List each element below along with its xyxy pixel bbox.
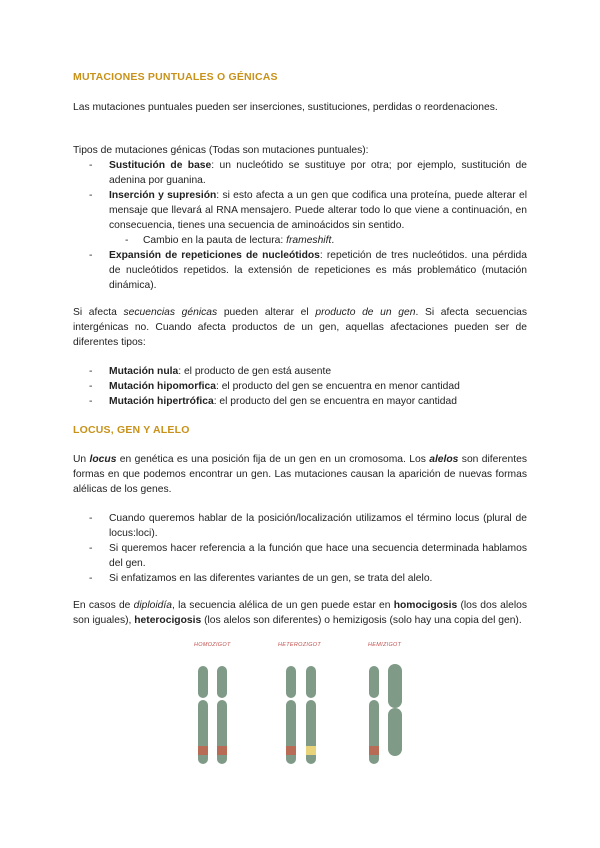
chromosome-arm <box>388 664 402 708</box>
list-item: - Inserción y supresión: si esto afecta a un gen que codifica una proteína, puede alterar el mensaje que llevará al RNA mensajero. Puede alterar todo lo que viene a continuación, en consecuencia, tienes una secuencia de aminoácidos sin sentido. <box>73 188 527 233</box>
allele-band <box>198 746 208 755</box>
paragraph-intro: Las mutaciones puntuales pueden ser inserciones, sustituciones, perdidas o reordenaciones. <box>73 102 498 113</box>
allele-band <box>306 746 316 755</box>
paragraph-locus: Un locus en genética es una posición fija de un gen en un cromosoma. Los alelos son diferentes formas en que podemos encontrar un gen. Las mutaciones causan la aparición de nuevas formas alélicas de los genes. <box>73 454 527 495</box>
mutation-effects-list <box>73 364 527 409</box>
chromosome-arm <box>306 666 316 698</box>
paragraph-types-intro: Tipos de mutaciones génicas (Todas son mutaciones puntuales): <box>73 145 369 156</box>
chromosome-arm <box>369 666 379 698</box>
section-title-locus: LOCUS, GEN Y ALELO <box>73 424 190 436</box>
paragraph-diploidia: En casos de diploidía, la secuencia alélica de un gen puede estar en homocigosis (los dos alelos son iguales), heterocigosis (los alelos son diferentes) o hemizigosis (solo hay una copia del gen). <box>73 600 528 626</box>
chromosome-figure <box>190 642 420 772</box>
homozigot-pair <box>198 666 227 764</box>
list-item: - Mutación hipomorfica: el producto del gen se encuentra en menor cantidad <box>73 379 527 394</box>
list-item: - Sustitución de base: un nucleótido se sustituye por otra; por ejemplo, sustitución de adenina por guanina. <box>73 158 527 188</box>
list-item: - Mutación hipertrófica: el producto del gen se encuentra en mayor cantidad <box>73 394 527 409</box>
chromosome-arm <box>286 666 296 698</box>
allele-band <box>217 746 227 755</box>
allele-band <box>286 746 296 755</box>
hemizigot-pair <box>369 664 402 764</box>
chromosome-arm <box>217 666 227 698</box>
list-subitem: - Cambio en la pauta de lectura: frameshift. <box>73 233 527 248</box>
locus-bullets-list <box>73 511 527 586</box>
list-item: - Expansión de repeticiones de nucleótidos: repetición de tres nucleótidos. una pérdida de nucleótidos repetidos. la extensión de repeticiones es más problemático (mutación dinámica). <box>73 248 527 293</box>
list-item: - Si enfatizamos en las diferentes variantes de un gen, se trata del alelo. <box>73 571 527 586</box>
mutation-types-list <box>73 158 527 293</box>
heterozigot-pair <box>286 666 316 764</box>
label-homozigot: HOMOZIGOT <box>194 642 231 648</box>
chromosome-diagram <box>190 642 420 772</box>
chromosome-arm <box>388 708 402 756</box>
allele-band <box>369 746 379 755</box>
list-item: - Mutación nula: el producto de gen está ausente <box>73 364 527 379</box>
list-item: - Cuando queremos hablar de la posición/localización utilizamos el término locus (plural de locus:loci). <box>73 511 527 541</box>
section-title-mutaciones: MUTACIONES PUNTUALES O GÉNICAS <box>73 71 278 83</box>
paragraph-gene-products: Si afecta secuencias génicas pueden alterar el producto de un gen. Si afecta secuencias intergénicas no. Cuando afecta productos de un gen, aquellas afectaciones pueden ser de diferentes tipos: <box>73 307 527 348</box>
list-item: - Si queremos hacer referencia a la función que hace una secuencia determinada hablamos del gen. <box>73 541 527 571</box>
chromosome-arm <box>198 666 208 698</box>
label-heterozigot: HETEROZIGOT <box>278 642 322 648</box>
label-hemizigot: HEMIZIGOT <box>368 642 402 648</box>
